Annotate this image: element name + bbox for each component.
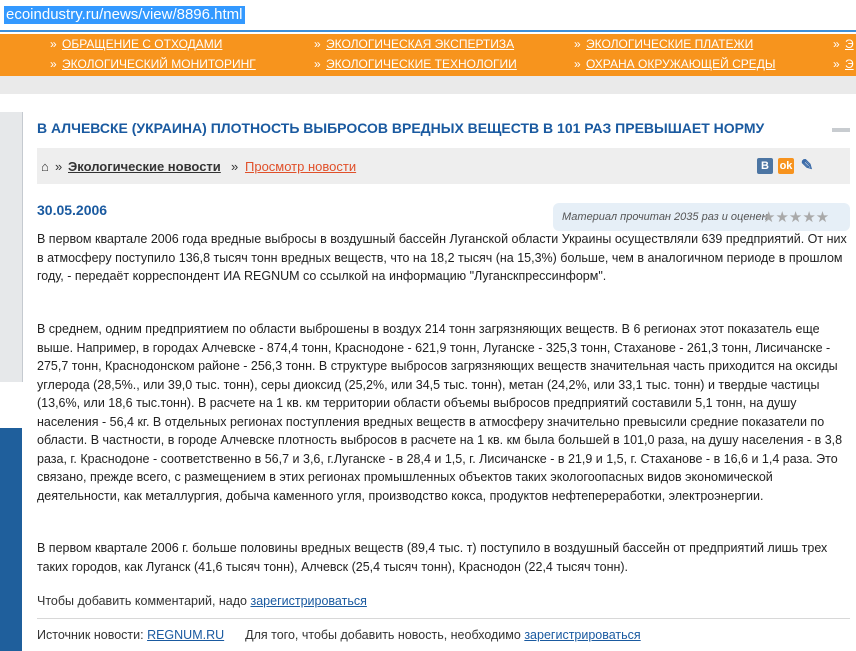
nav-environment-protection[interactable]: ОХРАНА ОКРУЖАЮЩЕЙ СРЕДЫ — [586, 57, 776, 71]
nav-bullet: » — [314, 57, 321, 71]
nav-bullet: » — [574, 57, 581, 71]
article-paragraph-1: В первом квартале 2006 года вредные выбросы в воздушный бассейн Луганской области Украины осуществляли 639 предприятий. От них в атмосферу поступило 136,8 тысяч тонн вредных веществ, что на 18,2 тысяч (на 15,3%) больше, чем в аналогичном периоде в прошлом году, - передаёт корреспондент ИА REGNUM со ссылкой на информацию "Луганскпрессинформ". — [37, 232, 847, 283]
breadcrumb — [37, 148, 850, 184]
add-news-register-link[interactable]: зарегистрироваться — [524, 628, 641, 642]
rating-stars-icon[interactable]: ★★★★★ — [762, 209, 830, 226]
odnoklassniki-share-icon[interactable]: ok — [779, 160, 793, 172]
source-line — [37, 628, 641, 642]
nav-bullet: » — [50, 37, 57, 51]
vk-share-icon[interactable]: В — [757, 158, 773, 174]
article-date: 30.05.2006 — [37, 202, 108, 218]
nav-bullet: » — [314, 37, 321, 51]
article-paragraph-2: В среднем, одним предприятием по области выброшены в воздух 214 тонн загрязняющих веществ. В 6 регионах этот показатель еще выше. Например, в городах Алчевске - 874,4 тонн, Краснодоне - 621,9 тонн, Луганске - 325,3 тонн, Стаханове - 261,3 тонн, Лисичанске - 275,7 тонн, Краснодонском районе - 256,3 тонн. В структуре выбросов загрязняющих веществ значительная часть приходится на оксиды углерода (28,5%., или 39,0 тыс. тонн), серы диоксид (25,2%, или 34,5 тыс. тонн), метан (24,2%, или 33,1 тыс. тонн) и твердые частицы (13,6%, или 18,6 тыс.тонн). В расчете на 1 кв. км территории области объемы выбросов предприятий составили 5,1 тонн, на душу населения - 56,4 кг. В отдельных регионах поступления вредных веществ в атмосферу значительно превысили средние показатели по области. В частности, в городе Алчевске плотность выбросов в расчете на 1 кв. км была большей в 101,0 раза, на душу населения - в 3,8 раза, г. Краснодоне - соответственно в 56,7 и 3,6, г.Луганске - в 28,4 и 1,5, г. Лисичанске - в 21,9 и 1,5, г. Стаханове - в 16,6 и 1,4 раза. Это связано, прежде всего, с размещением в этих регионах промышленных объектов таких экологоопасных видов экономической деятельности, как металлургия, добыча каменного угля, производство кокса, продуктов нефтепереработки, электроэнергии. — [37, 322, 843, 503]
nav-bullet: » — [833, 57, 840, 71]
bookmark-pencil-icon[interactable]: ✎ — [800, 157, 814, 174]
left-sidebar-blue-panel — [0, 428, 22, 651]
breadcrumb-current-link[interactable]: Просмотр новости — [245, 159, 357, 174]
article-paragraph-3: В первом квартале 2006 г. больше половины вредных веществ (89,4 тыс. т) поступило в воздушный бассейн от предприятий лишь трех таких городов, как Луганск (41,6 тысяч тонн), Алчевск (25,4 тысяч тонн), Краснодон (22,4 тысяч тонн). — [37, 541, 828, 574]
comment-register-line — [37, 594, 367, 608]
rating-text: Материал прочитан 2035 раз и оценен — [562, 211, 768, 223]
top-navigation — [0, 34, 856, 76]
source-link[interactable]: REGNUM.RU — [147, 628, 225, 642]
header-strip — [0, 76, 856, 94]
nav-bullet: » — [574, 37, 581, 51]
nav-ecological-payments[interactable]: ЭКОЛОГИЧЕСКИЕ ПЛАТЕЖИ — [586, 37, 754, 51]
nav-bullet: » — [833, 37, 840, 51]
add-news-prefix: Для того, чтобы добавить новость, необходимо — [245, 628, 521, 642]
url-text[interactable]: ecoindustry.ru/news/view/8896.html — [6, 6, 243, 23]
divider — [37, 618, 850, 619]
minimize-icon[interactable] — [832, 128, 850, 132]
nav-overflow-1[interactable]: Э — [845, 37, 854, 51]
comment-prefix: Чтобы добавить комментарий, надо — [37, 594, 247, 608]
nav-overflow-2[interactable]: Э — [845, 57, 854, 71]
address-bar[interactable] — [0, 0, 856, 32]
nav-waste-management[interactable]: ОБРАЩЕНИЕ С ОТХОДАМИ — [62, 37, 223, 51]
breadcrumb-separator: » — [231, 159, 239, 174]
nav-ecological-monitoring[interactable]: ЭКОЛОГИЧЕСКИЙ МОНИТОРИНГ — [62, 57, 256, 71]
nav-ecological-expertise[interactable]: ЭКОЛОГИЧЕСКАЯ ЭКСПЕРТИЗА — [326, 37, 515, 51]
source-prefix: Источник новости: — [37, 628, 144, 642]
article-title: В АЛЧЕВСКЕ (УКРАИНА) ПЛОТНОСТЬ ВЫБРОСОВ ВРЕДНЫХ ВЕЩЕСТВ В 101 РАЗ ПРЕВЫШАЕТ НОРМУ — [37, 120, 765, 136]
left-sidebar-panel — [0, 112, 23, 382]
nav-ecological-technologies[interactable]: ЭКОЛОГИЧЕСКИЕ ТЕХНОЛОГИИ — [326, 57, 517, 71]
nav-bullet: » — [50, 57, 57, 71]
comment-register-link[interactable]: зарегистрироваться — [250, 594, 367, 608]
home-icon[interactable]: ⌂ — [41, 159, 49, 174]
rating-box — [553, 203, 850, 231]
breadcrumb-section-link[interactable]: Экологические новости — [68, 159, 221, 174]
breadcrumb-separator: » — [55, 159, 63, 174]
